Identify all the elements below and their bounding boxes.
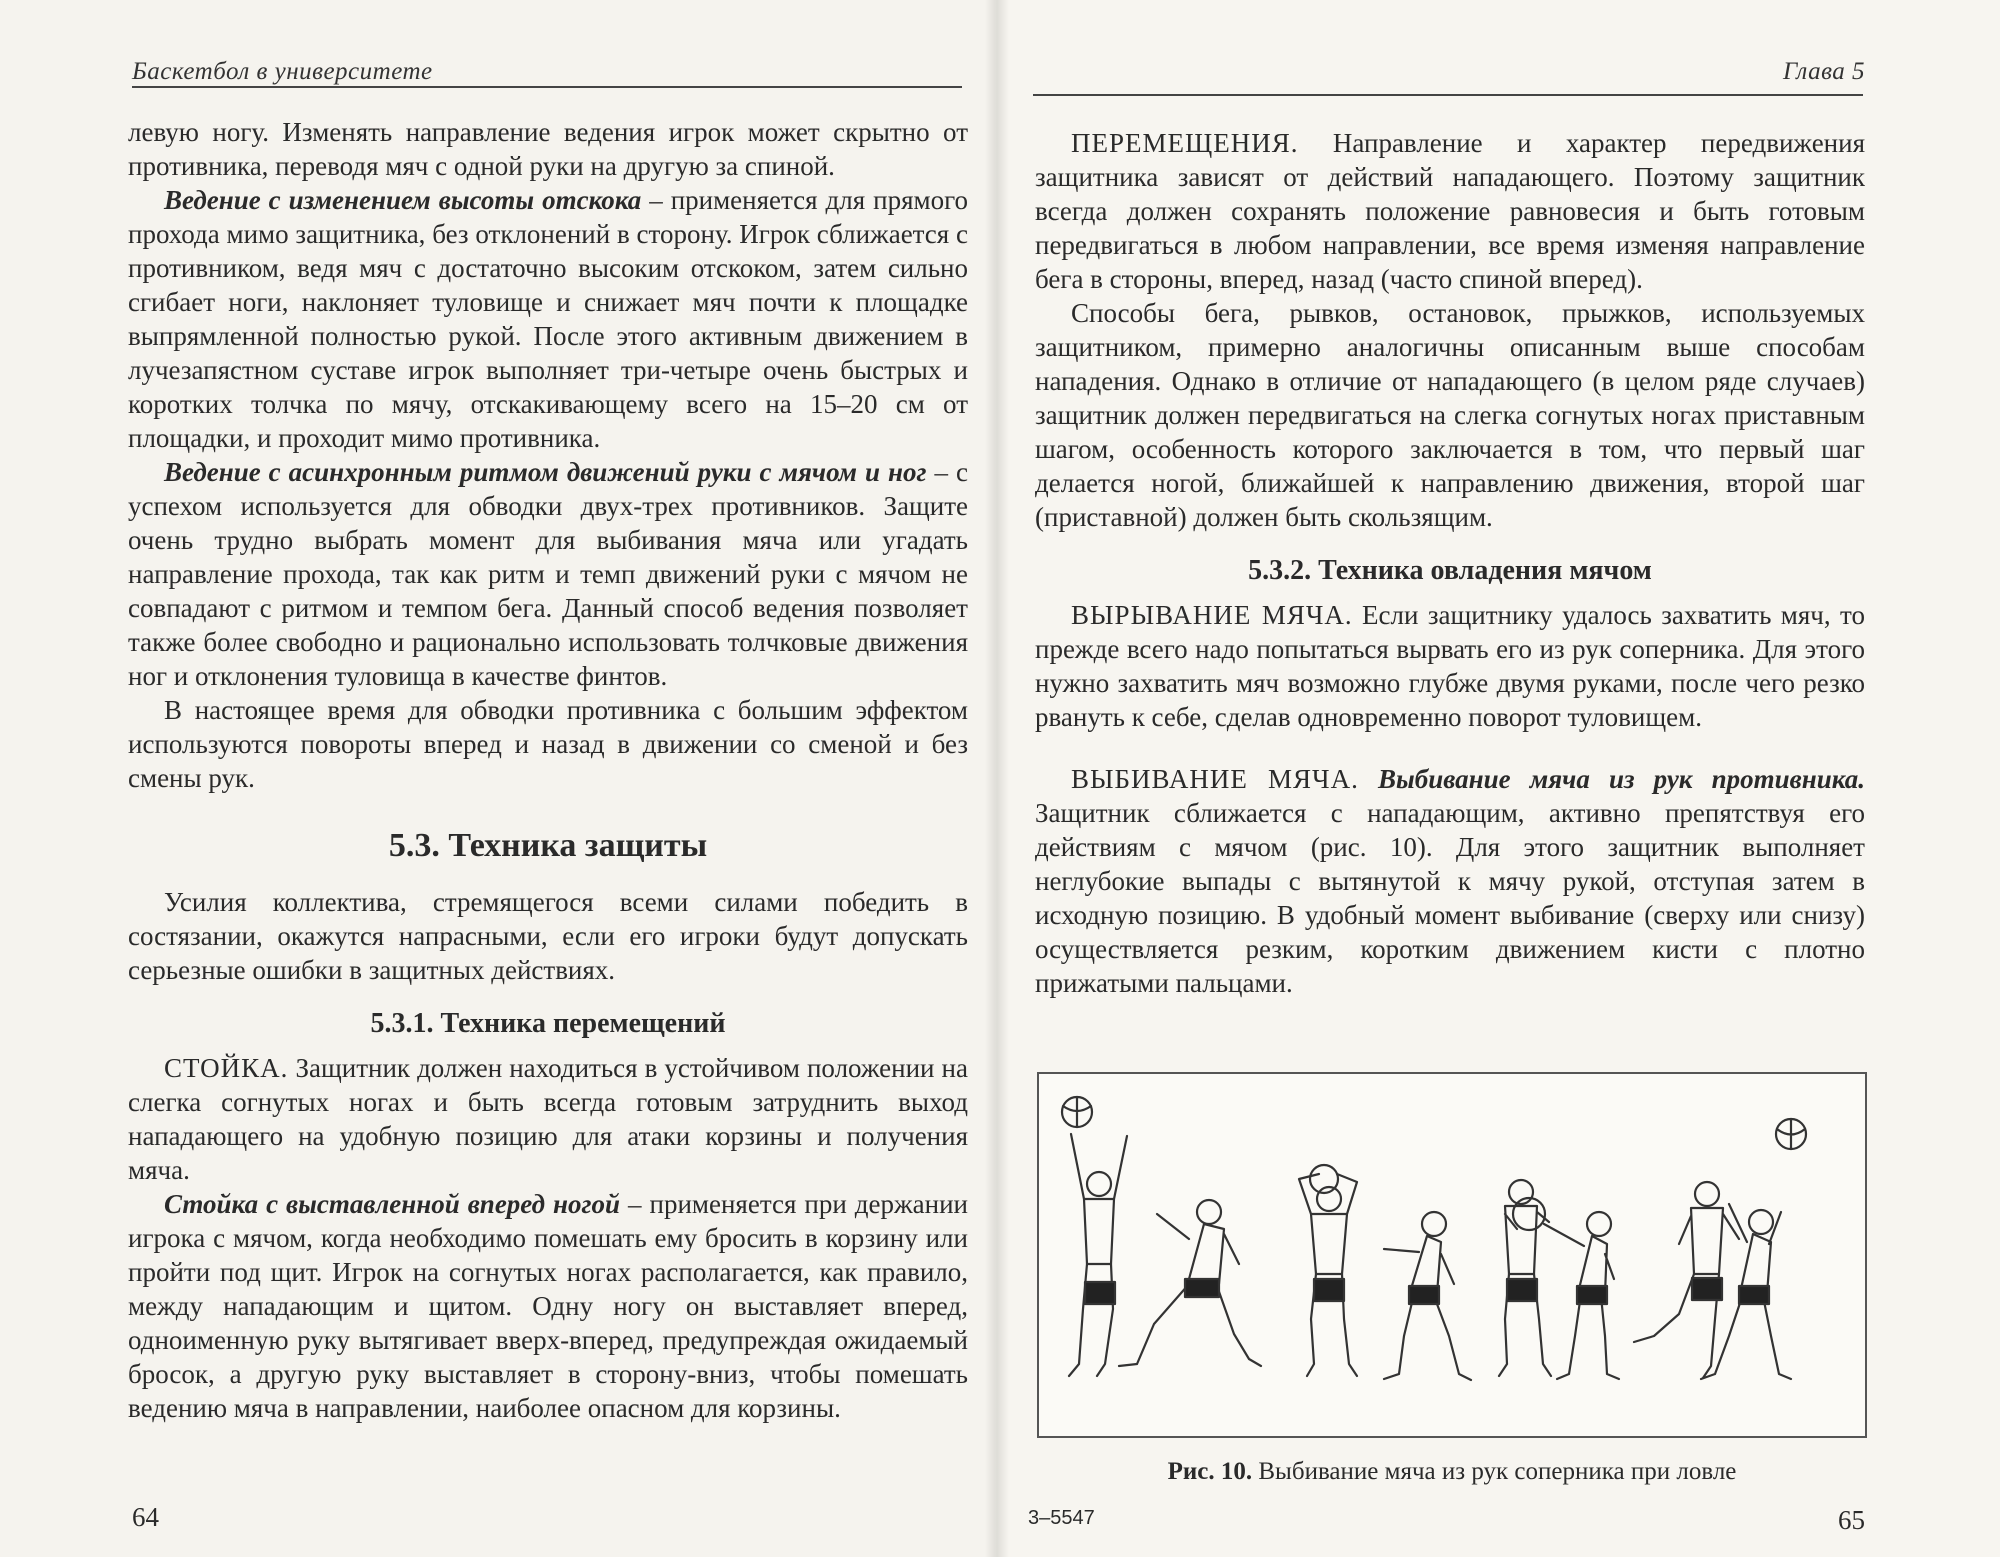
player-pair-1: [1062, 1097, 1261, 1376]
player-pair-4: [1634, 1119, 1806, 1379]
paragraph: В настоящее время для обводки противника с большим эффектом используются повороты вперед и назад в движении со сменой и без смены рук.: [128, 695, 968, 793]
player-torso-arms: [1299, 1174, 1357, 1274]
subsection-heading: 5.3.1. Техника перемещений: [370, 1008, 726, 1039]
page-number-left: 64: [132, 1502, 159, 1532]
player-torso-arms: [1505, 1206, 1549, 1274]
defender-legs: [1384, 1294, 1471, 1380]
paragraph-text: Если защитнику удалось захватить мяч, то прежде всего надо попытаться вырвать его из рук соперника. Для этого нужно захватить мяч возможно глубже двумя руками, после чего резко рвануть к себе, сделав одновременно поворот туловищем.: [1035, 600, 1865, 732]
player-head: [1087, 1172, 1111, 1196]
run-in-heading: Ведение с изменением высоты отскока: [164, 185, 642, 215]
paragraph: [1035, 762, 1865, 1000]
left-page: [0, 0, 995, 1557]
figure-label: Рис. 10.: [1167, 1458, 1253, 1485]
player-legs: [1069, 1264, 1113, 1376]
player-torso-arms: [1071, 1134, 1127, 1264]
defender-shorts: [1577, 1286, 1607, 1304]
running-head-left: Баскетбол в университете: [132, 58, 433, 85]
player-shorts: [1692, 1278, 1722, 1300]
paragraph: левую ногу. Изменять направление ведения игрок может скрытно от противника, переводя мяч с одной руки на другую за спиной.: [128, 117, 968, 181]
paragraph: [1035, 598, 1865, 734]
running-head-right: Глава 5: [1782, 58, 1865, 85]
caps-lead: ВЫБИВАНИЕ МЯЧА.: [1071, 764, 1359, 794]
caps-lead: ПЕРЕМЕЩЕНИЯ.: [1071, 128, 1299, 158]
paragraph-text: – с успехом используется для обводки двух-трех противников. Защите очень трудно выбрать момент для выбивания мяча или угадать направление прохода, так как ритм и темп движений руки с мячом не совпадают с ритмом и темпом бега. Данный способ ведения позволяет также более свободно и рационально использовать толчковые движения ног и отклонения туловища в качестве финтов.: [128, 457, 968, 691]
paragraph: [1035, 126, 1865, 296]
player-torso-arms: [1679, 1208, 1739, 1274]
defender-shorts: [1409, 1286, 1439, 1304]
paragraph: Способы бега, рывков, остановок, прыжков, используемых защитником, примерно аналогичны описанным выше способам нападения. Однако в отличие от нападающего (в целом ряде случаев) защитник должен передвигаться на слегка согнутых ногах приставным шагом, особенность которого заключается в том, что первый шаг делается ногой, ближайшей к направлению движения, второй шаг (приставной) должен быть скользящим.: [1035, 298, 1865, 532]
paragraph-text: Защитник должен находиться в устойчивом положении на слегка согнутых ногах и быть всегда готовым затруднить выход нападающего на удобную позицию для атаки корзины и получения мяча.: [128, 1053, 968, 1185]
printer-signature-mark: 3–5547: [1028, 1507, 1095, 1529]
section-heading: 5.3. Техника защиты: [388, 827, 708, 864]
paragraph-text: – применяется для прямого прохода мимо защитника, без отклонений в сторону. Игрок сближается с противником, ведя мяч с достаточно высоким отскоком, затем сильно сгибает ноги, наклоняет туловище и снижает мяч почти к площадке выпрямленной полностью рукой. После этого активным движением в лучезапястном суставе игрок выполняет три-четыре очень быстрых и коротких толчка по мячу, отскакивающему всего на 15–20 см от площадки, и проходит мимо противника.: [128, 185, 968, 453]
defender-shorts: [1739, 1286, 1769, 1304]
right-column: [1035, 126, 1865, 1000]
basketball-players-drawing: [1039, 1074, 1865, 1436]
paragraph-text: Направление и характер передвижения защитника зависят от действий нападающего. Поэтому защитник всегда должен сохранять положение равновесия и быть готовым передвигаться в любом направлении, все время изменяя направление бега в стороны, вперед, назад (часто спиной вперед).: [1035, 128, 1865, 294]
player-head: [1422, 1212, 1446, 1236]
run-in-heading: Стойка с выставленной вперед ногой: [164, 1189, 620, 1219]
head-rule-right: [1033, 94, 1863, 96]
paragraph: [128, 455, 968, 693]
caps-lead: СТОЙКА.: [164, 1053, 289, 1083]
page-number-right: 65: [1838, 1505, 1865, 1535]
figure-caption: [1037, 1458, 1867, 1486]
player-shorts: [1314, 1279, 1344, 1301]
player-pair-2: [1299, 1165, 1471, 1380]
paragraph: [128, 183, 968, 455]
figure-caption-text: Выбивание мяча из рук соперника при ловле: [1252, 1458, 1737, 1485]
player-head: [1695, 1182, 1719, 1206]
player-head: [1197, 1200, 1221, 1224]
run-in-heading: Ведение с асинхронным ритмом движений руки с мячом и ног: [164, 457, 927, 487]
right-page: [995, 0, 2000, 1557]
player-pair-3: [1499, 1180, 1619, 1379]
left-column: [128, 115, 968, 1425]
paragraph-text: Защитник сближается с нападающим, активно препятствуя его действиям с мячом (рис. 10). Для этого защитник выполняет неглубокие выпады с вытянутой к мячу рукой, отступая затем в исходную позицию. В удобный момент выбивание (сверху или снизу) осуществляется резким, коротким движением кисти с плотно прижатыми пальцами.: [1035, 798, 1865, 998]
paragraph: [128, 1051, 968, 1187]
head-rule-left: [132, 86, 962, 88]
caps-lead: ВЫРЫВАНИЕ МЯЧА.: [1071, 600, 1353, 630]
paragraph: [128, 1187, 968, 1425]
player-head: [1749, 1210, 1773, 1234]
run-in-heading: Выбивание мяча из рук противника.: [1358, 764, 1866, 794]
subsection-heading: 5.3.2. Техника овладения мячом: [1248, 555, 1652, 586]
player-head: [1317, 1187, 1341, 1211]
book-gutter: [985, 0, 1009, 1557]
defender-torso-arms: [1157, 1214, 1239, 1284]
figure-10-illustration: [1037, 1072, 1867, 1438]
player-shorts: [1085, 1282, 1115, 1304]
paragraph-text: – применяется при держании игрока с мячом, когда необходимо помешать ему бросить в корзину или пройти под щит. Игрок на согнутых ногах располагается, как правило, между нападающим и щитом. Одну ногу он выставляет вперед, одноименную руку вытягивает вверх-вперед, предупреждая ожидаемый бросок, а другую руку выставляет в сторону-вниз, чтобы помешать ведению мяча в направлении, наиболее опасном для корзины.: [128, 1189, 968, 1423]
player-head: [1587, 1212, 1611, 1236]
defender-legs: [1557, 1294, 1619, 1379]
player-shorts: [1507, 1279, 1537, 1301]
paragraph-gap: [1035, 734, 1865, 762]
paragraph: Усилия коллектива, стремящегося всеми силами победить в состязании, окажутся напрасными, если его игроки будут допускать серьезные ошибки в защитных действиях.: [128, 887, 968, 985]
defender-shorts: [1185, 1279, 1219, 1297]
